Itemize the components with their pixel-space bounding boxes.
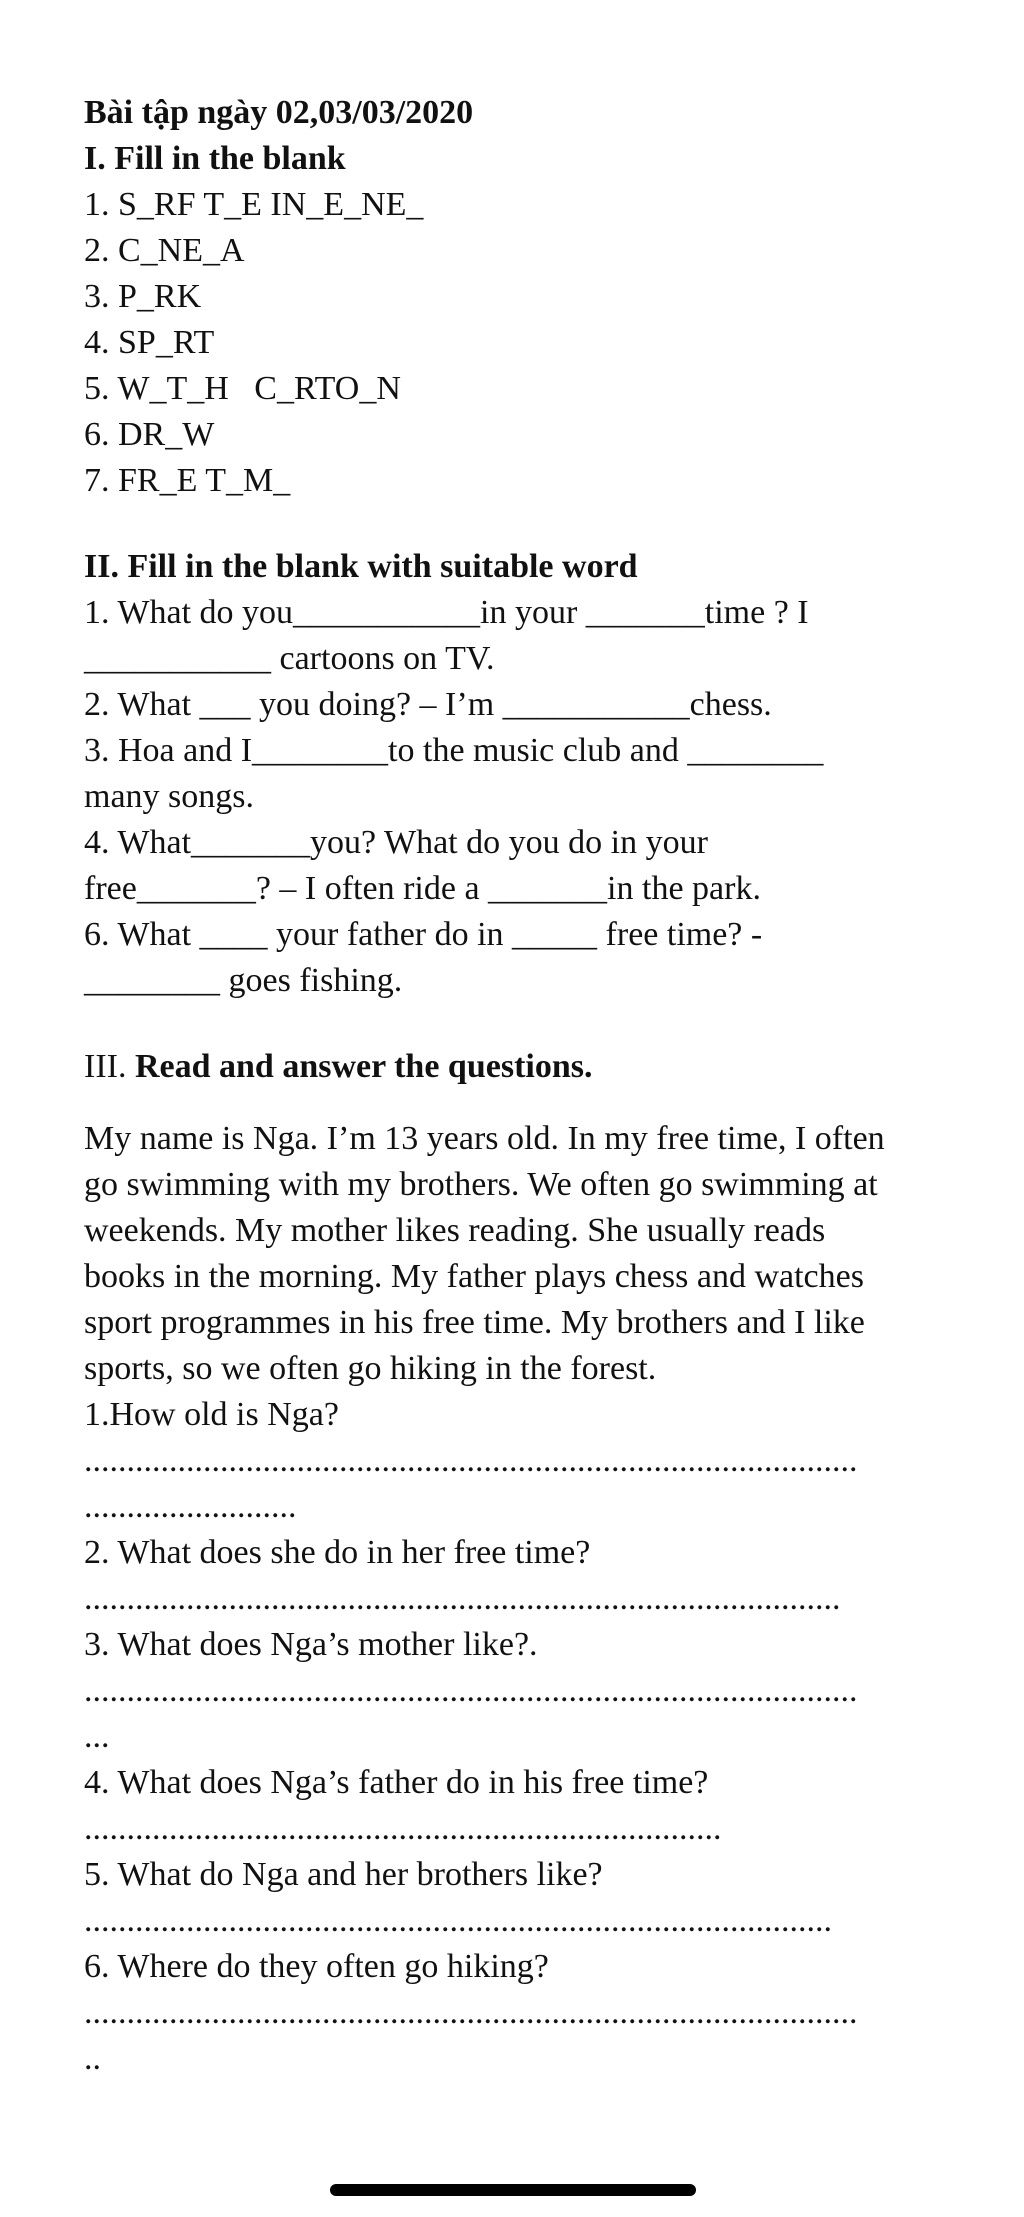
section-1-item: 5. W_T_H C_RTO_N xyxy=(84,370,401,407)
section-3-heading-prefix: III. xyxy=(84,1048,135,1085)
reading-passage: My name is Nga. I’m 13 years old. In my free time, I often go swimming with my brothers. We often go swimming at weekends. My mother likes reading. She usually reads books in the morning. My father plays chess and watches sport programmes in his free time. My brothers and I like sports, so we often go hiking in the forest. xyxy=(84,1120,885,1387)
answer-line[interactable]: ........................................................................................... xyxy=(84,1442,858,1479)
question-text: 5. What do Nga and her brothers like? xyxy=(84,1856,603,1893)
section-2 xyxy=(84,544,984,1004)
answer-line[interactable]: ........................................................................................... xyxy=(84,1672,858,1709)
section-3 xyxy=(84,1044,984,2082)
section-3-heading xyxy=(84,1044,984,1090)
answer-line[interactable]: .. xyxy=(84,2040,101,2077)
section-2-line: 6. What ____ your father do in _____ free time? - xyxy=(84,916,763,953)
section-2-line: 1. What do you___________in your _______time ? I xyxy=(84,594,809,631)
section-1-item: 1. S_RF T_E IN_E_NE_ xyxy=(84,186,424,223)
question-6 xyxy=(84,1944,984,2082)
section-1-heading: I. Fill in the blank xyxy=(84,140,346,177)
question-2 xyxy=(84,1530,984,1622)
question-text: 2. What does she do in her free time? xyxy=(84,1534,591,1571)
section-1-item: 6. DR_W xyxy=(84,416,215,453)
answer-line[interactable]: ......................... xyxy=(84,1488,297,1525)
question-text: 6. Where do they often go hiking? xyxy=(84,1948,549,1985)
question-1 xyxy=(84,1392,984,1530)
section-2-heading: II. Fill in the blank with suitable word xyxy=(84,548,638,585)
section-1-item: 3. P_RK xyxy=(84,278,202,315)
question-text: 3. What does Nga’s mother like?. xyxy=(84,1626,538,1663)
question-3 xyxy=(84,1622,984,1760)
section-1-item: 4. SP_RT xyxy=(84,324,215,361)
section-2-line: ___________ cartoons on TV. xyxy=(84,640,495,677)
section-2-line: 3. Hoa and I________to the music club and ________ xyxy=(84,732,824,769)
section-1-item: 7. FR_E T_M_ xyxy=(84,462,291,499)
section-2-line: free_______? – I often ride a _______in the park. xyxy=(84,870,761,907)
answer-line[interactable]: ........................................................................................ xyxy=(84,1902,832,1939)
home-indicator[interactable] xyxy=(330,2184,696,2196)
worksheet xyxy=(84,90,984,2082)
section-1-item: 2. C_NE_A xyxy=(84,232,245,269)
answer-line[interactable]: ........................................................................... xyxy=(84,1810,722,1847)
section-2-line: ________ goes fishing. xyxy=(84,962,403,999)
page-title: Bài tập ngày 02,03/03/2020 xyxy=(84,94,474,131)
question-5 xyxy=(84,1852,984,1944)
section-2-line: many songs. xyxy=(84,778,254,815)
section-3-heading-title: Read and answer the questions. xyxy=(134,1048,593,1085)
answer-line[interactable]: ......................................................................................... xyxy=(84,1580,841,1617)
question-text: 4. What does Nga’s father do in his free time? xyxy=(84,1764,709,1801)
section-2-line: 4. What_______you? What do you do in your xyxy=(84,824,708,861)
section-1 xyxy=(84,136,984,504)
question-text: 1.How old is Nga? xyxy=(84,1396,339,1433)
answer-line[interactable]: ........................................................................................... xyxy=(84,1994,858,2031)
answer-line[interactable]: ... xyxy=(84,1718,110,1755)
section-2-line: 2. What ___ you doing? – I’m ___________chess. xyxy=(84,686,772,723)
question-4 xyxy=(84,1760,984,1852)
